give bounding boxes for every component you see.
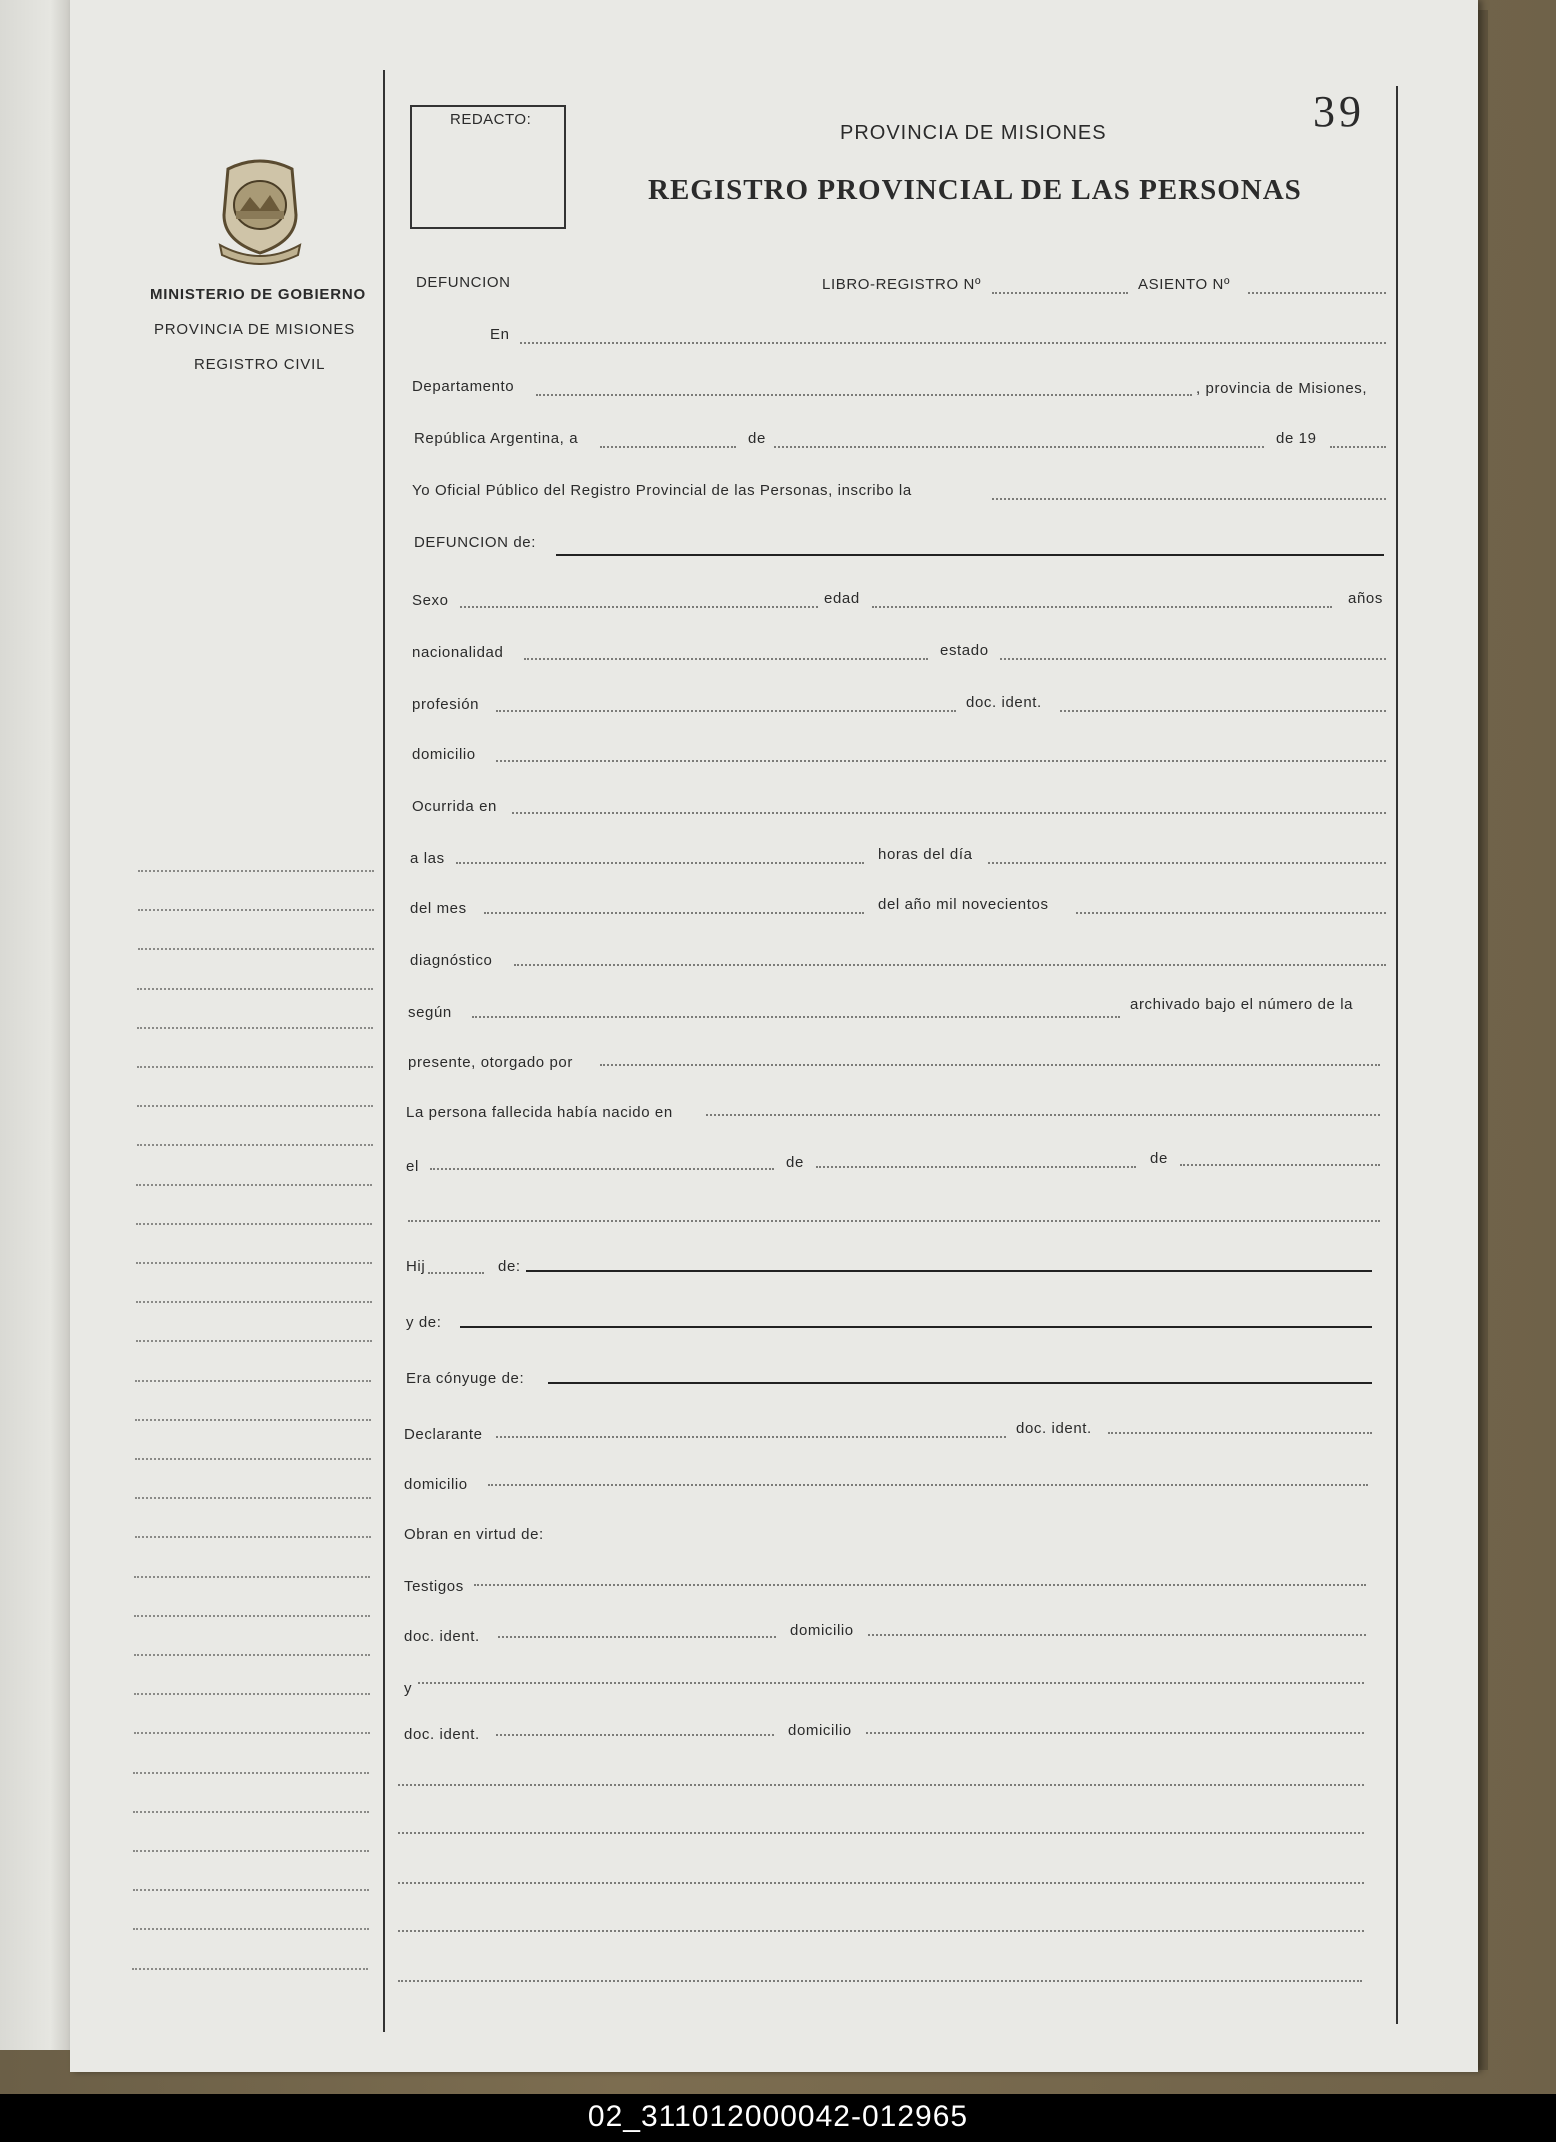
testigo1-doc-label: doc. ident.: [404, 1628, 480, 1645]
sidebar-note-line[interactable]: [136, 1223, 372, 1225]
testigos-field[interactable]: [474, 1584, 1366, 1586]
madre-field[interactable]: [460, 1326, 1372, 1328]
sidebar-note-line[interactable]: [136, 1262, 372, 1264]
nacionalidad-label: nacionalidad: [412, 644, 504, 661]
sidebar-note-line[interactable]: [135, 1536, 371, 1538]
page-number: 39: [1313, 87, 1365, 136]
conyuge-label: Era cónyuge de:: [406, 1370, 525, 1387]
dia-field[interactable]: [600, 446, 736, 448]
segun-label: según: [408, 1004, 452, 1021]
observaciones-line-3[interactable]: [398, 1882, 1364, 1884]
domicilio-label: domicilio: [412, 746, 476, 763]
hij-de-label: de:: [498, 1258, 521, 1275]
y-label: y: [404, 1680, 413, 1697]
observaciones-line-4[interactable]: [398, 1930, 1364, 1932]
sidebar-note-line[interactable]: [137, 1105, 373, 1107]
form-page: [70, 0, 1478, 2072]
testigo1-domicilio-field[interactable]: [868, 1634, 1366, 1636]
observaciones-line-2[interactable]: [398, 1832, 1364, 1834]
obran-label: Obran en virtud de:: [404, 1526, 544, 1543]
de-19-label: de 19: [1276, 430, 1317, 447]
republica-label: República Argentina, a: [414, 430, 579, 447]
a-las-label: a las: [410, 850, 445, 867]
padre-field[interactable]: [526, 1270, 1372, 1272]
sidebar-note-line[interactable]: [135, 1497, 371, 1499]
estado-field[interactable]: [1000, 658, 1386, 660]
defuncion-de-label: DEFUNCION de:: [414, 534, 536, 551]
sidebar-note-line[interactable]: [133, 1850, 369, 1852]
sidebar-note-line[interactable]: [132, 1968, 368, 1970]
testigo2-field[interactable]: [418, 1682, 1364, 1684]
profesion-label: profesión: [412, 696, 480, 713]
sidebar-note-line[interactable]: [133, 1928, 369, 1930]
provincial-seal-icon: [210, 155, 310, 265]
nacimiento-de-label: de: [786, 1154, 804, 1171]
book-cover-edge: [1478, 10, 1488, 2070]
sidebar-note-line[interactable]: [137, 988, 373, 990]
ano-ocurrida-field[interactable]: [1076, 912, 1386, 914]
archivado-label: archivado bajo el número de la: [1130, 996, 1354, 1013]
doc-ident-field[interactable]: [1060, 710, 1386, 712]
sidebar-note-line[interactable]: [133, 1811, 369, 1813]
dia-ocurrida-field[interactable]: [988, 862, 1386, 864]
y-de-label: y de:: [406, 1314, 442, 1331]
ocurrida-en-label: Ocurrida en: [412, 798, 497, 815]
departamento-label: Departamento: [412, 378, 515, 395]
sidebar-note-line[interactable]: [136, 1340, 372, 1342]
nacimiento-ano-field[interactable]: [1180, 1164, 1380, 1166]
sidebar-provincia: PROVINCIA DE MISIONES: [154, 321, 356, 338]
sidebar-note-line[interactable]: [137, 1027, 373, 1029]
testigo1-doc-field[interactable]: [498, 1636, 776, 1638]
extra-line-field[interactable]: [408, 1220, 1380, 1222]
mes-ocurrida-field[interactable]: [484, 912, 864, 914]
persona-fallecida-label: La persona fallecida había nacido en: [406, 1104, 673, 1121]
de-label: de: [748, 430, 766, 447]
document-id: 02_311012000042-012965: [587, 2100, 969, 2133]
sidebar-note-line[interactable]: [135, 1458, 371, 1460]
sidebar-note-line[interactable]: [134, 1654, 370, 1656]
declarante-domicilio-label: domicilio: [404, 1476, 468, 1493]
nacionalidad-field[interactable]: [524, 658, 928, 660]
del-ano-label: del año mil novecientos: [878, 896, 1049, 913]
departamento-field[interactable]: [536, 394, 1192, 396]
declarante-label: Declarante: [404, 1426, 483, 1443]
testigo2-doc-label: doc. ident.: [404, 1726, 480, 1743]
testigo2-doc-field[interactable]: [496, 1734, 774, 1736]
edad-field[interactable]: [872, 606, 1332, 608]
sidebar-note-line[interactable]: [137, 1066, 373, 1068]
en-field[interactable]: [520, 342, 1386, 344]
diagnostico-field[interactable]: [514, 964, 1386, 966]
inscribo-field[interactable]: [992, 498, 1386, 500]
conyuge-field[interactable]: [548, 1382, 1372, 1384]
hij-label: Hij: [406, 1258, 426, 1275]
del-mes-label: del mes: [410, 900, 467, 917]
otorgado-por-field[interactable]: [600, 1064, 1380, 1066]
sidebar-note-line[interactable]: [133, 1772, 369, 1774]
previous-page-edge: [0, 0, 74, 2050]
sexo-label: Sexo: [412, 592, 449, 609]
registro-title: REGISTRO PROVINCIAL DE LAS PERSONAS: [648, 174, 1302, 206]
registro-civil-label: REGISTRO CIVIL: [194, 356, 326, 373]
defuncion-label: DEFUNCION: [416, 274, 511, 291]
yo-oficial-label: Yo Oficial Público del Registro Provincial de las Personas, inscribo la: [412, 482, 912, 499]
ministerio-heading: MINISTERIO DE GOBIERNO: [150, 286, 366, 303]
estado-label: estado: [940, 642, 989, 659]
redacto-label: REDACTO:: [450, 111, 532, 128]
horas-del-dia-label: horas del día: [878, 846, 973, 863]
horas-field[interactable]: [456, 862, 864, 864]
sidebar-note-line[interactable]: [135, 1419, 371, 1421]
doc-ident-label: doc. ident.: [966, 694, 1042, 711]
el-label: el: [406, 1158, 419, 1175]
declarante-domicilio-field[interactable]: [488, 1484, 1368, 1486]
observaciones-line-5[interactable]: [398, 1980, 1362, 1982]
sidebar-note-line[interactable]: [138, 909, 374, 911]
sidebar-note-line[interactable]: [138, 948, 374, 950]
asiento-label: ASIENTO Nº: [1138, 276, 1231, 293]
sidebar-note-line[interactable]: [138, 870, 374, 872]
hij-suffix-field[interactable]: [428, 1272, 484, 1274]
libro-registro-field[interactable]: [992, 292, 1128, 294]
declarante-doc-label: doc. ident.: [1016, 1420, 1092, 1437]
nacimiento-mes-field[interactable]: [816, 1166, 1136, 1168]
testigo1-domicilio-label: domicilio: [790, 1622, 854, 1639]
declarante-doc-field[interactable]: [1108, 1432, 1372, 1434]
diagnostico-label: diagnóstico: [410, 952, 493, 969]
defuncion-de-field[interactable]: [556, 554, 1384, 556]
sexo-field[interactable]: [460, 606, 818, 608]
left-margin-rule: [383, 70, 385, 2032]
observaciones-line-1[interactable]: [398, 1784, 1364, 1786]
provincia-title: PROVINCIA DE MISIONES: [840, 122, 1107, 144]
nacimiento-de2-label: de: [1150, 1150, 1168, 1167]
sidebar-note-line[interactable]: [134, 1615, 370, 1617]
ano-field[interactable]: [1330, 446, 1386, 448]
en-label: En: [490, 326, 510, 343]
sidebar-note-line[interactable]: [137, 1144, 373, 1146]
testigo2-domicilio-field[interactable]: [866, 1732, 1364, 1734]
sidebar-note-line[interactable]: [134, 1576, 370, 1578]
libro-registro-label: LIBRO-REGISTRO Nº: [822, 276, 982, 293]
sidebar-note-line[interactable]: [136, 1301, 372, 1303]
testigo2-domicilio-label: domicilio: [788, 1722, 852, 1739]
ocurrida-en-field[interactable]: [512, 812, 1386, 814]
domicilio-field[interactable]: [496, 760, 1386, 762]
mes-field[interactable]: [774, 446, 1264, 448]
declarante-field[interactable]: [496, 1436, 1006, 1438]
testigos-label: Testigos: [404, 1578, 464, 1595]
segun-field[interactable]: [472, 1016, 1120, 1018]
asiento-field[interactable]: [1248, 292, 1386, 294]
sidebar-note-line[interactable]: [134, 1693, 370, 1695]
sidebar-note-line[interactable]: [135, 1380, 371, 1382]
profesion-field[interactable]: [496, 710, 956, 712]
presente-label: presente, otorgado por: [408, 1054, 573, 1071]
sidebar-note-line[interactable]: [136, 1184, 372, 1186]
nacimiento-dia-field[interactable]: [430, 1168, 774, 1170]
nacido-en-field[interactable]: [706, 1114, 1380, 1116]
anos-label: años: [1348, 590, 1383, 607]
sidebar-note-line[interactable]: [134, 1732, 370, 1734]
edad-label: edad: [824, 590, 860, 607]
provincia-misiones-label: , provincia de Misiones,: [1196, 380, 1368, 397]
right-margin-rule: [1396, 86, 1398, 2024]
sidebar-note-line[interactable]: [133, 1889, 369, 1891]
